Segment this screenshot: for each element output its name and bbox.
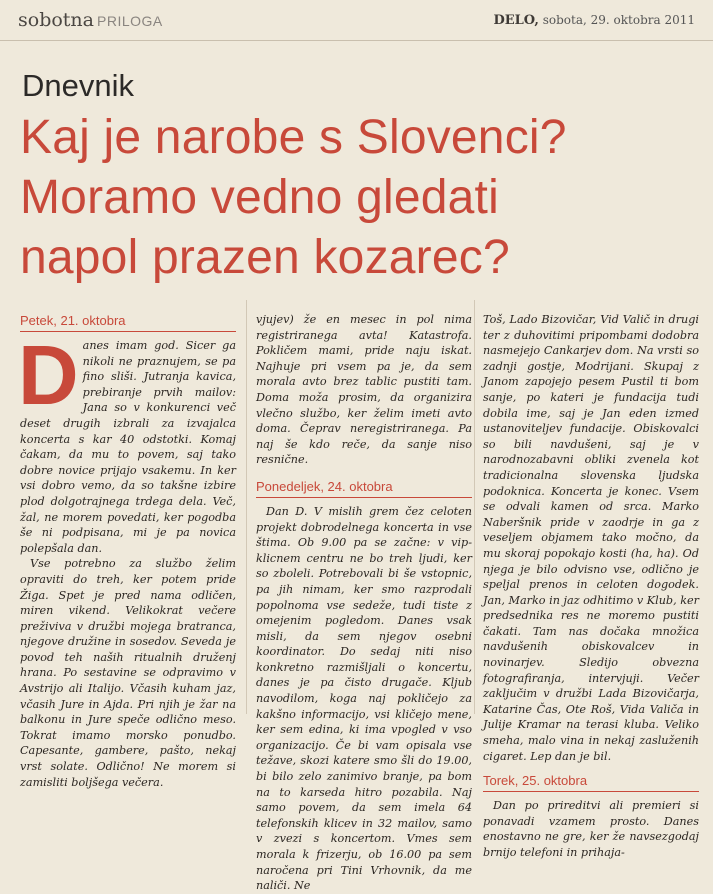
- drop-cap: D: [18, 328, 79, 422]
- headline-line-3: napol prazen kozarec?: [20, 231, 510, 284]
- day-heading-tuesday: Torek, 25. oktobra: [483, 772, 699, 792]
- column-1: [20, 312, 236, 790]
- paragraph: anes imam god. Sicer ga nikoli ne praznujem, se pa fino sliši. Jutranja kavica, prebiranje prvih mailov: Jana so v konkurenci več deset drugih izbrali za izvajalca koncerta s kar 40 odstotki. Komaj čakam, da mu to povem, saj tako dobre novice prijajo vsakemu. In ker vsi dobro vemo, da so takšne izbire plod dolgotrajnega trdega dela. Več, žal, ne morem povedati, ker pogodba še ni podpisana, mi je pa novica polepšala dan.: [20, 339, 236, 555]
- day-heading-friday: Petek, 21. oktobra: [20, 312, 236, 332]
- headline-line-2: Moramo vedno gledati: [20, 171, 499, 224]
- paragraph: Toš, Lado Bizovičar, Vid Valič in drugi ter z duhovitimi pripombami dodobra nasmejejo Cankarjev dom. Na vrsti so zadnji gostje, Modrijani. Skupaj z Janom zapojejo pesem Pustil ti bom sanje, po kateri je fundacija tudi dobila ime, saj je Jan eden izmed ustanoviteljev fundacije. Obiskovalci so bili navdušeni, saj je v narodnozabavni obliki zvenela kot tradicionalna slovenska ljudska podoknica. Koncerta je konec. Vsem se odvali kamen od srca. Marko Naberšnik pride v zaodrje in ga z veseljem objamem tako močno, da mu skoraj popokajo kosti (ha, ha). Od njega je bilo odvisno vse, odlično je speljal prenos in celoten dogodek. Jan, Marko in jaz odhitimo v Klub, ker predsednika res ne moremo pustiti čakati. Tam nas dočaka množica navdušenih obiskovalcev in novinarjev. Sledijo obvezna fotografiranja, intervjuji. Večer zaključim v družbi Lada Bizovičarja, Katarine Čas, Ote Roš, Vida Valiča in Julije Kramar na terasi kluba. Veliko smeha, malo vina in nekaj zasluženih cigaret. Lep dan je bil.: [483, 313, 699, 763]
- paragraph: Vse potrebno za službo želim opraviti do treh, ker potem pride Žiga. Spet je pred nama odličen, miren vikend. Velikokrat večere preživiva v družbi mojega bratranca, njegove družine in sosedov. Seveda je povod teh naših ritualnih druženj hrana. Po sestavine se odpravimo v Avstrijo ali Italijo. Včasih kuham jaz, včasih Jure in Ajda. Pri njih je žar na balkonu in Jure speče odlično meso. Tokrat imamo morsko ponudbo. Capesante, gambere, pašto, nekaj vrst solate. Odlično! Ne morem si zamisliti boljšega večera.: [20, 557, 236, 789]
- column-2: [256, 312, 472, 894]
- entry-friday: [18, 328, 236, 556]
- day-heading-monday: Ponedeljek, 24. oktobra: [256, 478, 472, 498]
- paragraph: Dan D. V mislih grem čez celoten projekt dobrodelnega koncerta in vse štima. Ob 9.00 pa se začne: v vip-klicnem centru ne bo treh ljudi, ker so zboleli. Potrebovali bi še vstopnic, pa jih nimam, ker smo razprodali popolnoma vse sedeže, tudi tiste z omejenim pogledom. Danes vsak misli, da sem njegov osebni koordinator. Do sedaj niti niso konkretno razmišljali o koncertu, danes je pa čisto drugače. Kljub navodilom, koga naj pokličejo za kakšno informacijo, vsi kličejo mene, ker sem edina, ki ima vpogled v vso organizacijo. Če bi vam opisala vse težave, skozi katere smo šli do 19.00, bi bilo zelo zanimivo branje, pa bom na to karseda hitro pozabila. Naj samo povem, da sem imela 64 telefonskih klicev in 32 mailov, samo v zvezi s koncertom. Vmes sem morala k frizerju, ob 16.00 pa sem naročena pri Tini Vrhovnik, da me naliči. Ne: [256, 504, 472, 893]
- brand-main: sobotna: [18, 9, 94, 31]
- column-divider: [246, 300, 247, 714]
- masthead: [493, 13, 695, 28]
- headline-line-1: Kaj je narobe s Slovenci?: [20, 111, 567, 164]
- issue-date: sobota, 29. oktobra 2011: [542, 13, 695, 27]
- column-3: [483, 312, 699, 861]
- section-title: Dnevnik: [22, 68, 134, 103]
- page-header: [0, 0, 713, 41]
- paragraph: vjujev) že en mesec in pol nima registriranega avta! Katastrofa. Pokličem mami, pride naju iskat. Najhuje pri vsem pa je, da sem morala avto brez tablic pustiti tam. Doma moža prosim, da organizira vlečno službo, ker želim imeti avto doma. Čeprav neregistriranega. Pa naj še kdo reče, da sanje niso resnične.: [256, 313, 472, 467]
- headline: [20, 108, 710, 288]
- column-divider: [474, 300, 475, 714]
- paper-name: DELO,: [493, 13, 539, 28]
- paragraph: Dan po prireditvi ali premieri si ponavadi vzamem prosto. Danes enostavno ne gre, ker že navsezgodaj brnijo telefoni in prihaja-: [483, 799, 699, 859]
- brand-sub: PRILOGA: [97, 13, 163, 29]
